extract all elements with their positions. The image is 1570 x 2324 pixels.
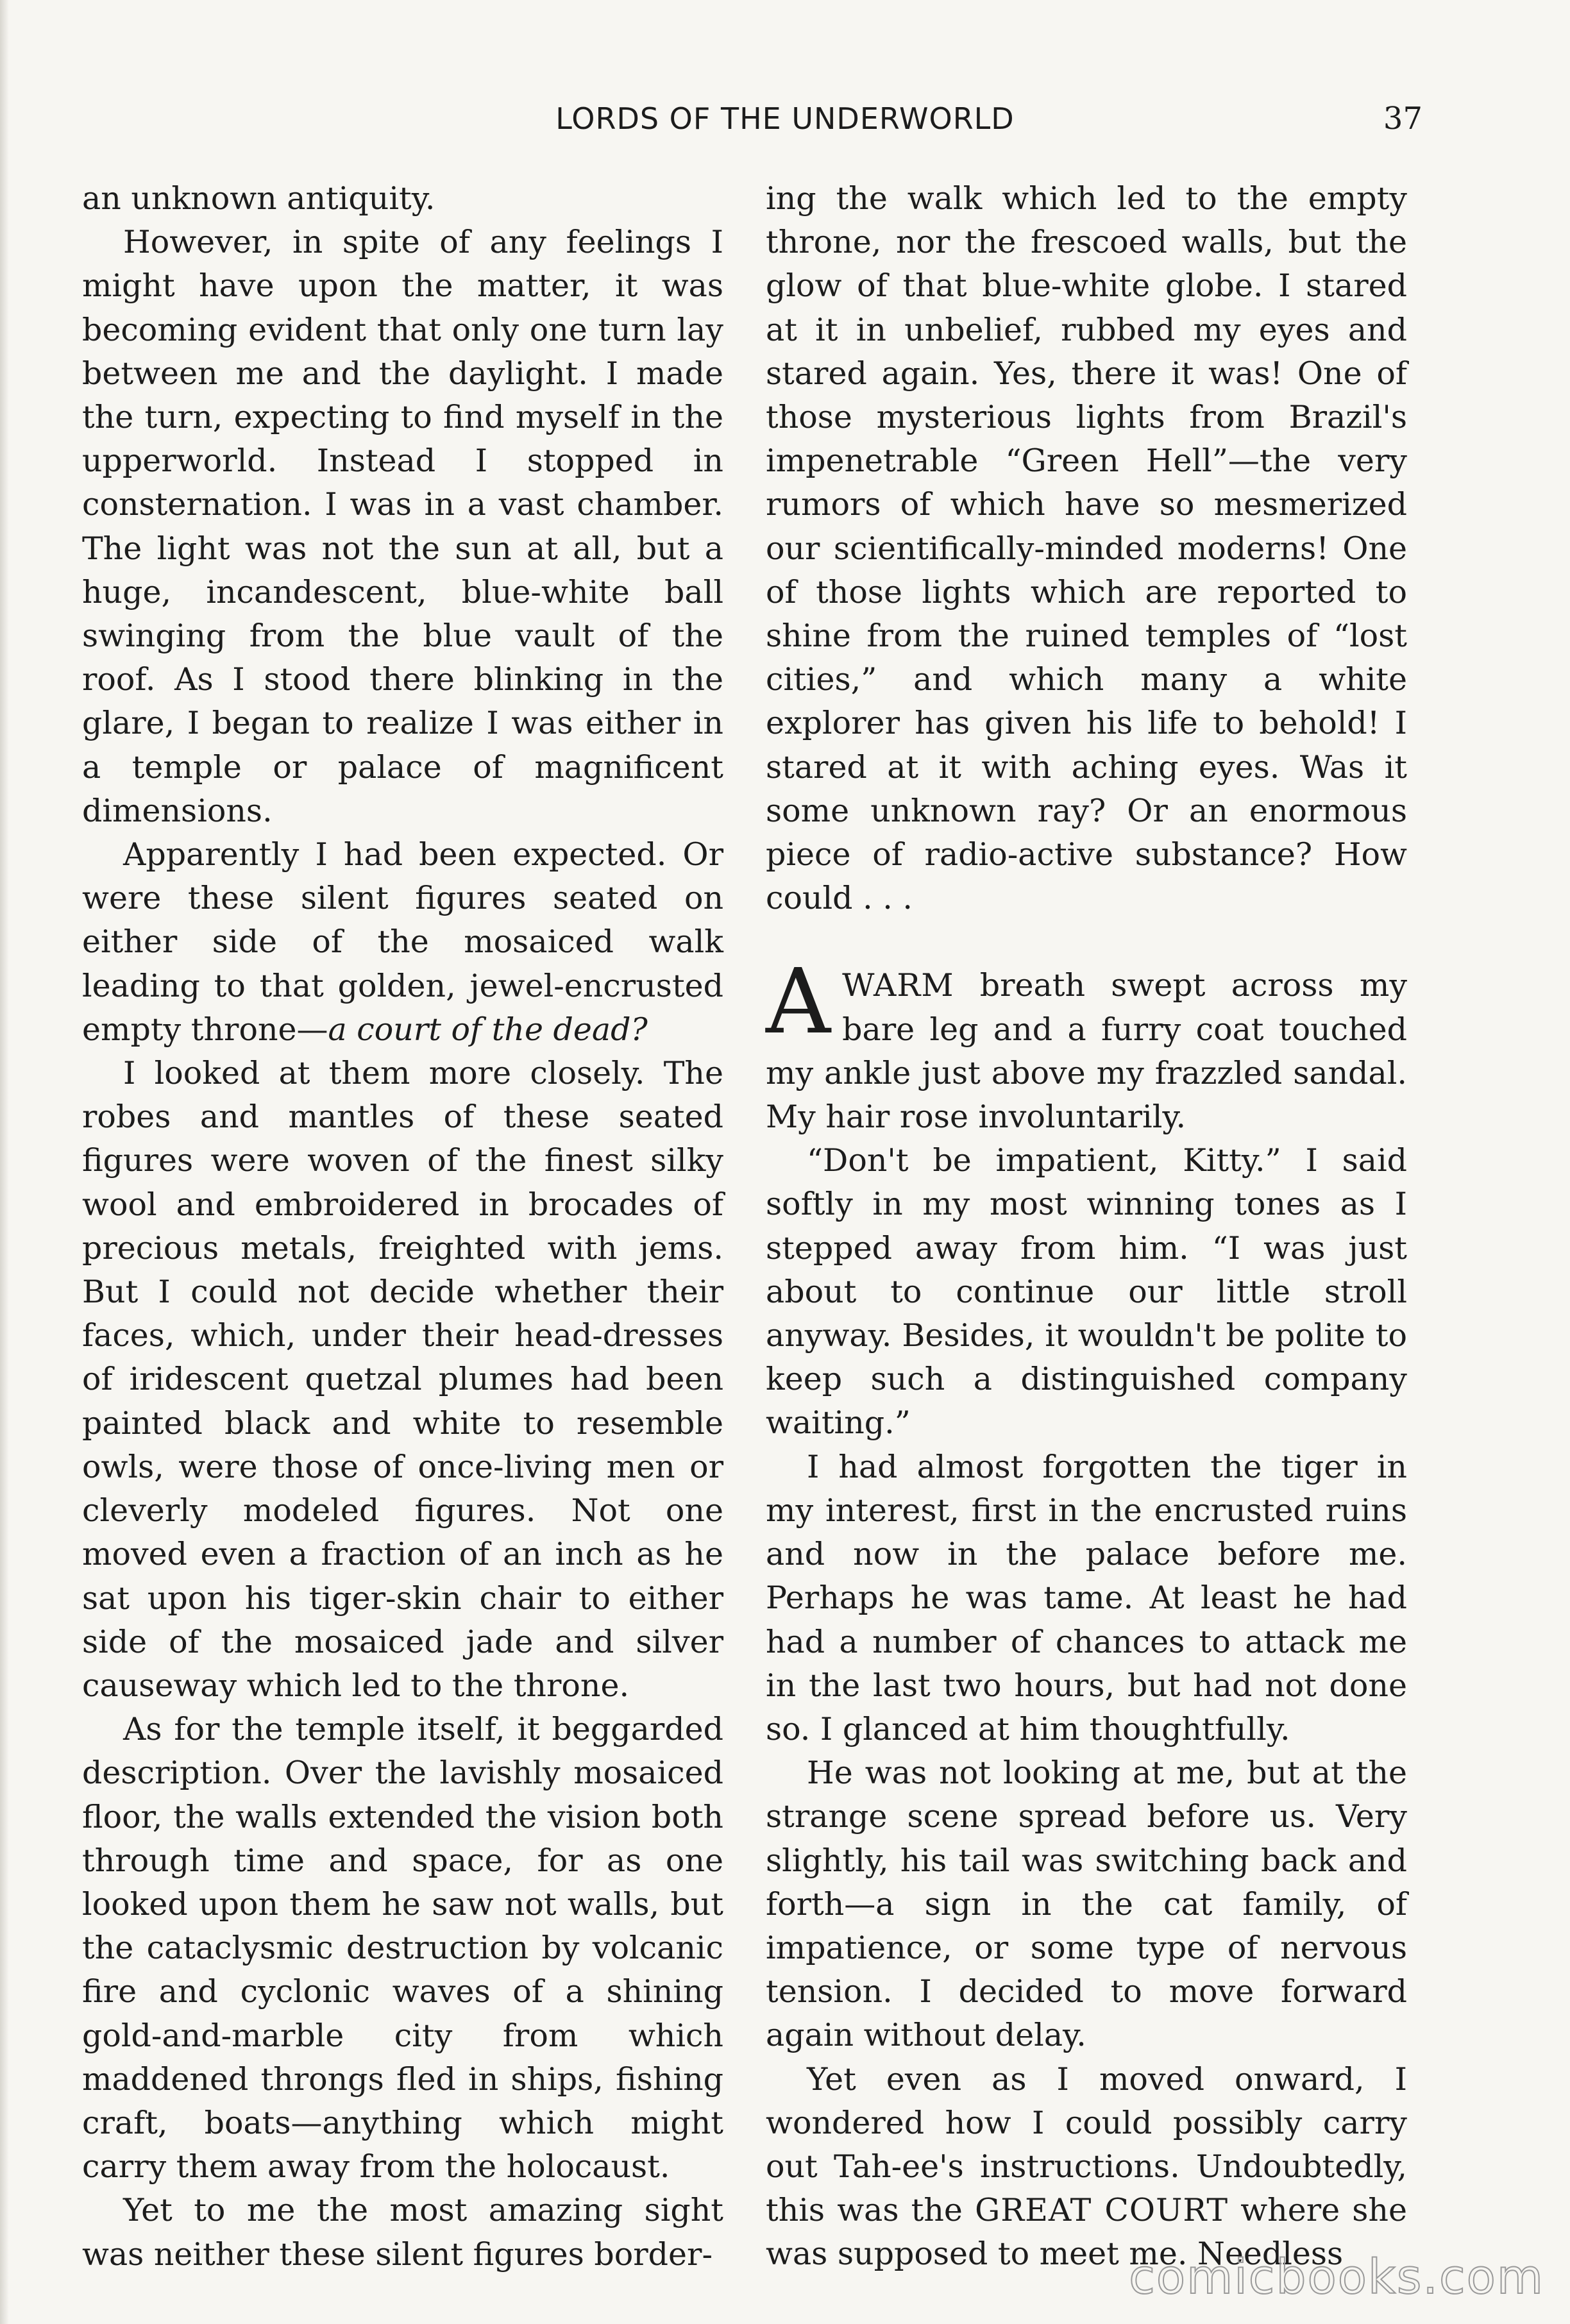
paragraph bbox=[766, 2058, 1407, 2277]
running-title: LORDS OF THE UNDERWORLD bbox=[555, 101, 1015, 136]
opening-word: WARM bbox=[842, 967, 954, 1004]
page-header bbox=[0, 96, 1570, 141]
paragraph-text: Apparently I had been expected. Or were these silent figures seated on either side of the mosaiced walk leading to that golden, jewel-encrusted empty throne— bbox=[82, 836, 723, 1048]
paragraph: He was not looking at me, but at the strange scene spread before us. Very slightly, his tail was switching back and forth—a sign in the cat family, of impatience, or some type of nervous tension. I decided to move forward again without delay. bbox=[766, 1755, 1407, 2054]
paragraph: ing the walk which led to the empty throne, nor the frescoed walls, but the glow of that blue-white globe. I stared at it in unbelief, rubbed my eyes and stared again. Yes, there it was! One of those mysterious lights from Brazil's impenetrable “Green Hell”—the very rumors of which have so mesmerized our scientifically-minded moderns! One of those lights which are reported to shine from the ruined temples of “lost cities,” and which many a white explorer has given his life to behold! I stared at it with aching eyes. Was it some unknown ray? Or an enormous piece of radio-active substance? How could . . . bbox=[766, 180, 1407, 917]
page-binding-edge bbox=[0, 0, 9, 2324]
dropcap-paragraph bbox=[766, 950, 1407, 1139]
page-number: 37 bbox=[1383, 101, 1422, 137]
paragraph: I looked at them more closely. The robes and mantles of these seated figures were woven of the finest silky wool and embroidered in brocades of precious metals, freighted with jems. But I could not decide whether their faces, which, under their head-dresses of iridescent quetzal plumes had been painted black and white to resemble owls, were those of once-living men or cleverly modeled figures. Not one moved even a fraction of an inch as he sat upon his tiger-skin chair to either side of the mosaiced jade and silver causeway which led to the throne. bbox=[82, 1055, 723, 1704]
paragraph-text: Yet even as I moved onward, I wondered how I could possibly carry out Tah-ee's instructions. Undoubtedly, this was the bbox=[766, 2060, 1407, 2229]
paragraph: Yet to me the most amazing sight was neither these silent figures border- bbox=[82, 2192, 723, 2273]
watermark-logo: comicbooks.com bbox=[1129, 2250, 1544, 2305]
paragraph bbox=[82, 833, 723, 1052]
paragraph: an unknown antiquity. bbox=[82, 180, 435, 217]
section-break bbox=[766, 920, 1407, 964]
paragraph-text: breath swept across my bare leg and a furry coat touched my ankle just above my frazzled sandal. My hair rose involuntarily. bbox=[766, 967, 1407, 1136]
italic-phrase: a court of the dead? bbox=[328, 1011, 648, 1048]
drop-cap-letter: A bbox=[766, 950, 831, 1055]
paragraph: “Don't be impatient, Kitty.” I said softly in my most winning tones as I stepped away from him. “I was just about to continue our little stroll anyway. Besides, it wouldn't be polite to keep such a distinguished company waiting.” bbox=[766, 1142, 1407, 1442]
right-column bbox=[766, 177, 1407, 2277]
left-column bbox=[82, 177, 723, 2277]
paragraph: As for the temple itself, it beggarded description. Over the lavishly mosaiced floor, the walls extended the vision both through time and space, for as one looked upon them he saw not walls, but the cataclysmic destruction by volcanic fire and cyclonic waves of a shining gold-and-marble city from which maddened throngs fled in ships, fishing craft, boats—anything which might carry them away from the holocaust. bbox=[82, 1711, 723, 2185]
paragraph-text: where she was supposed to meet me. Needless bbox=[766, 2192, 1407, 2273]
paragraph: I had almost forgotten the tiger in my interest, first in the encrusted ruins and now in the palace before me. Perhaps he was tame. At least he had had a number of chances to attack me in the last two hours, but had not done so. I glanced at him thoughtfully. bbox=[766, 1448, 1407, 1747]
capitalized-phrase: GREAT COURT bbox=[975, 2192, 1229, 2229]
paragraph: However, in spite of any feelings I might have upon the matter, it was becoming evident that only one turn lay between me and the daylight. I made the turn, expecting to find myself in the upperworld. Instead I stopped in consternation. I was in a vast chamber. The light was not the sun at all, but a huge, incandescent, blue-white ball swinging from the blue vault of the roof. As I stood there blinking in the glare, I began to realize I was either in a temple or palace of magnificent dimensions. bbox=[82, 224, 723, 829]
